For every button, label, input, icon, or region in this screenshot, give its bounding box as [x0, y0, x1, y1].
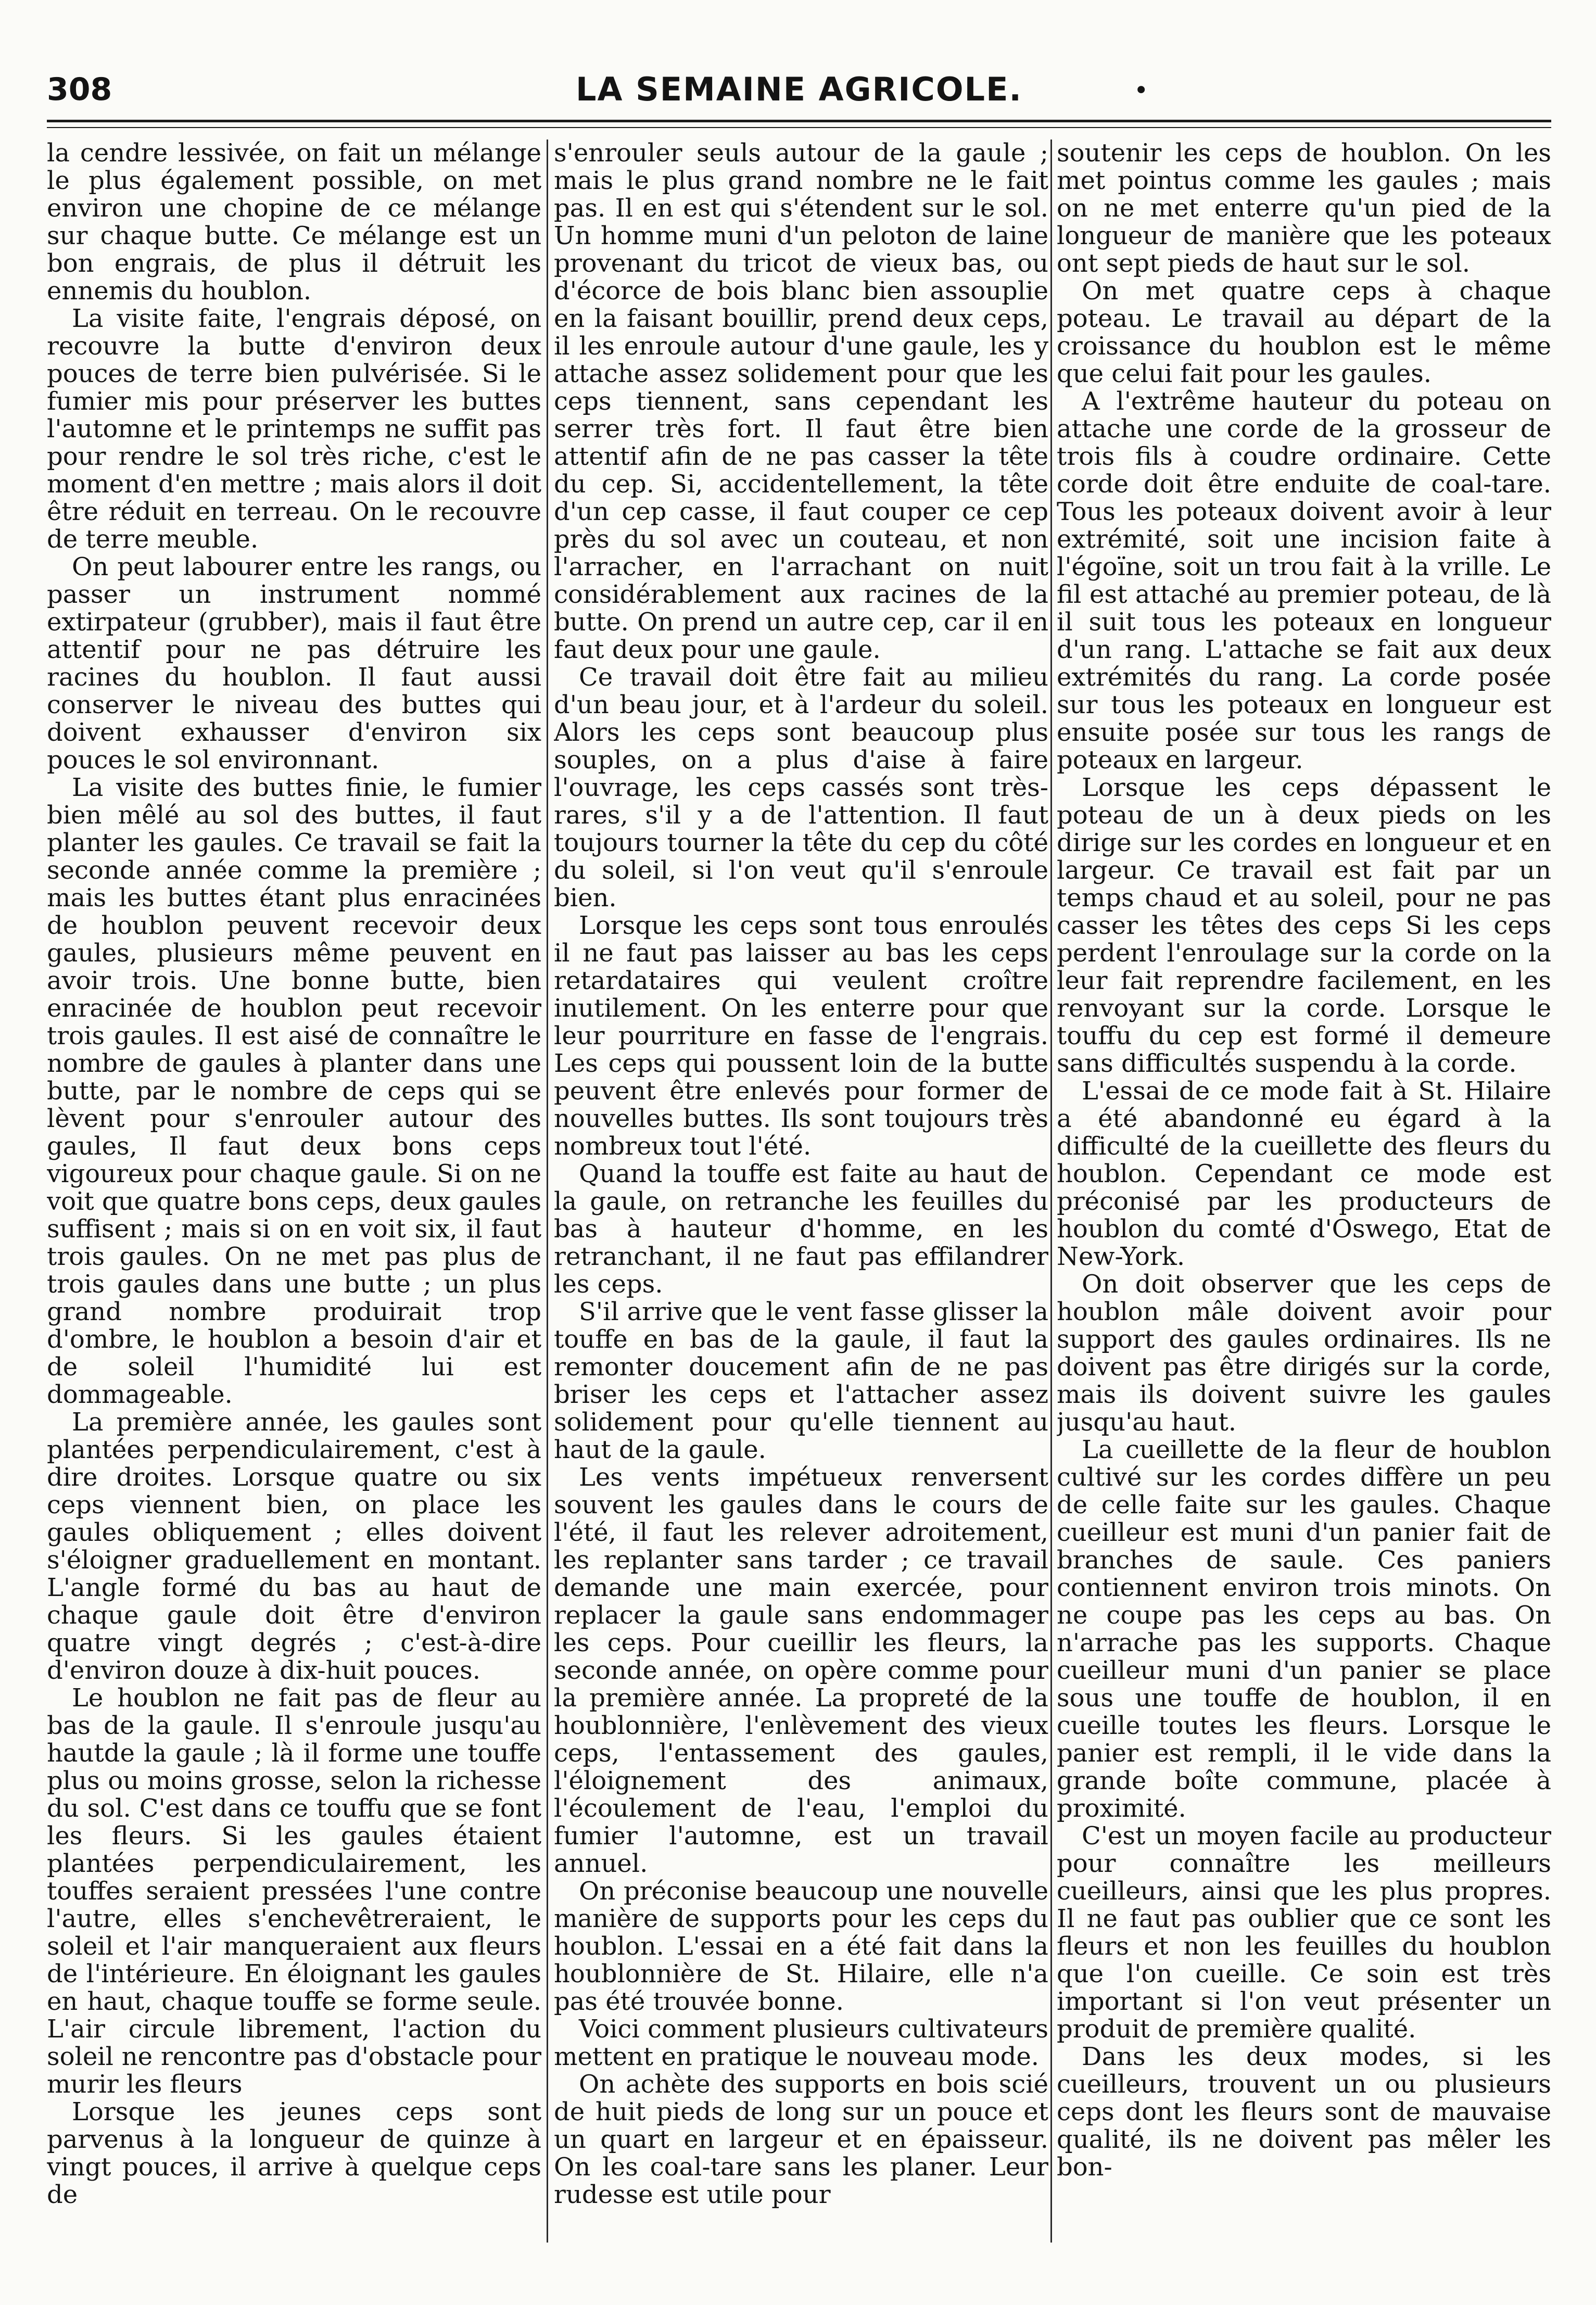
header-dot-mark: •: [1134, 76, 1149, 105]
column-separator: [1050, 140, 1052, 2243]
text-column-1: [47, 140, 541, 2243]
text-column-3: [1057, 140, 1551, 2243]
paragraph: Lorsque les ceps sont tous enroulés il ne faut pas laisser au bas les ceps retardataires qui veulent croître inutilement. On les enterre pour que leur pourriture en fasse de l'engrais. Les ceps qui poussent loin de la butte peuvent être enlevés pour former de nouvelles buttes. Ils sont toujours très nombreux tout l'été.: [554, 911, 1048, 1161]
paragraph: Lorsque les jeunes ceps sont parvenus à la longueur de quinze à vingt pouces, il arrive à quelque ceps de: [47, 2097, 541, 2209]
running-title: LA SEMAINE AGRICOLE.: [576, 70, 1022, 108]
page-number: 308: [47, 71, 112, 108]
column-separator: [547, 140, 548, 2243]
paragraph: La visite faite, l'engrais déposé, on recouvre la butte d'environ deux pouces de terre bien pulvérisée. Si le fumier mis pour préserver les buttes l'automne et le printemps ne suffit pas pour rendre le sol très riche, c'est le moment d'en mettre ; mais alors il doit être réduit en terreau. On le recouvre de terre meuble.: [47, 304, 541, 554]
paragraph: La visite des buttes finie, le fumier bien mêlé au sol des buttes, il faut planter les gaules. Ce travail se fait la seconde année comme la première ; mais les buttes étant plus enracinées de houblon peuvent recevoir deux gaules, plusieurs même peuvent en avoir trois. Une bonne butte, bien enracinée de houblon peut recevoir trois gaules. Il est aisé de connaître le nombre de gaules à planter dans une butte, par le nombre de ceps qui se lèvent pour s'enrouler autour des gaules, Il faut deux bons ceps vigoureux pour chaque gaule. Si on ne voit que quatre bons ceps, deux gaules suffisent ; mais si on en voit six, il faut trois gaules. On ne met pas plus de trois gaules dans une butte ; un plus grand nombre produirait trop d'ombre, le houblon a besoin d'air et de soleil l'humidité lui est dommageable.: [47, 773, 541, 1409]
paragraph: On préconise beaucoup une nouvelle manière de supports pour les ceps du houblon. L'essai en a été fait dans la houblonnière de St. Hilaire, elle n'a pas été trouvée bonne.: [554, 1877, 1048, 2016]
paragraph: Le houblon ne fait pas de fleur au bas de la gaule. Il s'enroule jusqu'au hautde la gaule ; là il forme une touffe plus ou moins grosse, selon la richesse du sol. C'est dans ce touffu que se font les fleurs. Si les gaules étaient plantées perpendiculairement, les touffes seraient pressées l'une contre l'autre, elles s'enchevêtreraient, le soleil et l'air manqueraient aux fleurs de l'intérieure. En éloignant les gaules en haut, chaque touffe se forme seule. L'air circule librement, l'action du soleil ne rencontre pas d'obstacle pour murir les fleurs: [47, 1683, 541, 2099]
paragraph: On met quatre ceps à chaque poteau. Le travail au départ de la croissance du houblon est le même que celui fait pour les gaules.: [1057, 276, 1551, 388]
paragraph: Ce travail doit être fait au milieu d'un beau jour, et à l'ardeur du soleil. Alors les ceps sont beaucoup plus souples, on a plus d'aise à faire l'ouvrage, les ceps cassés sont très-rares, s'il y a de l'attention. Il faut toujours tourner la tête du cep du côté du soleil, si l'on veut qu'il s'enroule bien.: [554, 663, 1048, 913]
paragraph: L'essai de ce mode fait à St. Hilaire a été abandonné eu égard à la difficulté de la cueillette des fleurs du houblon. Cependant ce mode est préconisé par les producteurs de houblon du comté d'Oswego, Etat de New-York.: [1057, 1076, 1551, 1271]
paragraph: la cendre lessivée, on fait un mélange le plus également possible, on met environ une chopine de ce mélange sur chaque butte. Ce mélange est un bon engrais, de plus il détruit les ennemis du houblon.: [47, 140, 541, 306]
paragraph: On achète des supports en bois scié de huit pieds de long sur un pouce et un quart en largeur et en épaisseur. On les coal-tare sans les planer. Leur rudesse est utile pour: [554, 2070, 1048, 2209]
paragraph: A l'extrême hauteur du poteau on attache une corde de la grosseur de trois fils à coudre ordinaire. Cette corde doit être enduite de coal-tare. Tous les poteaux doivent avoir à leur extrémité, soit une incision faite à l'égoïne, soit un trou fait à la vrille. Le fil est attaché au premier poteau, de là il suit tous les poteaux en longueur d'un rang. L'attache se fait aux deux extrémités du rang. La corde posée sur tous les poteaux en longueur est ensuite posée sur tous les rangs de poteaux en largeur.: [1057, 387, 1551, 775]
paragraph: On peut labourer entre les rangs, ou passer un instrument nommé extirpateur (grubber), mais il faut être attentif pour ne pas détruire les racines du houblon. Il faut aussi conserver le niveau des buttes qui doivent exhausser d'environ six pouces le sol environnant.: [47, 552, 541, 775]
paragraph: s'enrouler seuls autour de la gaule ; mais le plus grand nombre ne le fait pas. Il en est qui s'étendent sur le sol. Un homme muni d'un peloton de laine provenant du tricot de vieux bas, ou d'écorce de bois blanc bien assouplie en la faisant bouillir, prend deux ceps, il les enroule autour d'une gaule, les y attache assez solidement pour que les ceps tiennent, sans cependant les serrer très fort. Il faut être bien attentif afin de ne pas casser la tête du cep. Si, accidentellement, la tête d'un cep casse, il faut couper ce cep près du sol avec un couteau, et non l'arracher, en l'arrachant on nuit considérablement aux racines de la butte. On prend un autre cep, car il en faut deux pour une gaule.: [554, 140, 1048, 664]
paragraph: C'est un moyen facile au producteur pour connaître les meilleurs cueilleurs, ainsi que les plus propres. Il ne faut pas oublier que ce sont les fleurs et non les feuilles du houblon que l'on cueille. Ce soin est très important si l'on veut présenter un produit de première qualité.: [1057, 1821, 1551, 2044]
paragraph: Les vents impétueux renversent souvent les gaules dans le cours de l'été, il faut les relever adroitement, les replanter sans tarder ; ce travail demande une main exercée, pour replacer la gaule sans endommager les ceps. Pour cueillir les fleurs, la seconde année, on opère comme pour la première année. La propreté de la houblonnière, l'enlèvement des vieux ceps, l'entassement des gaules, l'éloignement des animaux, l'écoulement de l'eau, l'emploi du fumier l'automne, est un travail annuel.: [554, 1463, 1048, 1878]
paragraph: La première année, les gaules sont plantées perpendiculairement, c'est à dire droites. Lorsque quatre ou six ceps viennent bien, on place les gaules obliquement ; elles doivent s'éloigner graduellement en montant. L'angle formé du bas au haut de chaque gaule doit être d'environ quatre vingt degrés ; c'est-à-dire d'environ douze à dix-huit pouces.: [47, 1408, 541, 1685]
paragraph: Dans les deux modes, si les cueilleurs, trouvent un ou plusieurs ceps dont les fleurs sont de mauvaise qualité, ils ne doivent pas mêler les bon-: [1057, 2042, 1551, 2182]
paragraph: Lorsque les ceps dépassent le poteau de un à deux pieds on les dirige sur les cordes en longueur et en largeur. Ce travail est fait par un temps chaud et au soleil, pour ne pas casser les têtes des ceps Si les ceps perdent l'enroulage sur la corde on la leur fait reprendre facilement, en les renvoyant sur la corde. Lorsque le touffu du cep est formé il demeure sans difficultés suspendu à la corde.: [1057, 773, 1551, 1078]
paragraph: On doit observer que les ceps de houblon mâle doivent avoir pour support des gaules ordinaires. Ils ne doivent pas être dirigés sur la corde, mais ils doivent suivre les gaules jusqu'au haut.: [1057, 1270, 1551, 1437]
page-header: [47, 69, 1551, 117]
paragraph: soutenir les ceps de houblon. On les met pointus comme les gaules ; mais on ne met enterre qu'un pied de la longueur de manière que les poteaux ont sept pieds de haut sur le sol.: [1057, 140, 1551, 278]
paragraph: La cueillette de la fleur de houblon cultivé sur les cordes diffère un peu de celle faite sur les gaules. Chaque cueilleur est muni d'un panier fait de branches de saule. Ces paniers contiennent environ trois minots. On ne coupe pas les ceps au bas. On n'arrache pas les supports. Chaque cueilleur muni d'un panier se place sous une touffe de houblon, il en cueille toutes les fleurs. Lorsque le panier est rempli, il le vide dans la grande boîte commune, placée à proximité.: [1057, 1435, 1551, 1823]
header-rule-thick: [47, 120, 1551, 122]
paragraph: S'il arrive que le vent fasse glisser la touffe en bas de la gaule, il faut la remonter doucement afin de ne pas briser les ceps et l'attacher assez solidement pour qu'elle tiennent au haut de la gaule.: [554, 1297, 1048, 1464]
header-rule-thin: [47, 127, 1551, 128]
paragraph: Quand la touffe est faite au haut de la gaule, on retranche les feuilles du bas à hauteur d'homme, en les retranchant, il ne faut pas effilandrer les ceps.: [554, 1159, 1048, 1299]
text-column-2: [554, 140, 1048, 2243]
paragraph: Voici comment plusieurs cultivateurs mettent en pratique le nouveau mode.: [554, 2015, 1048, 2071]
